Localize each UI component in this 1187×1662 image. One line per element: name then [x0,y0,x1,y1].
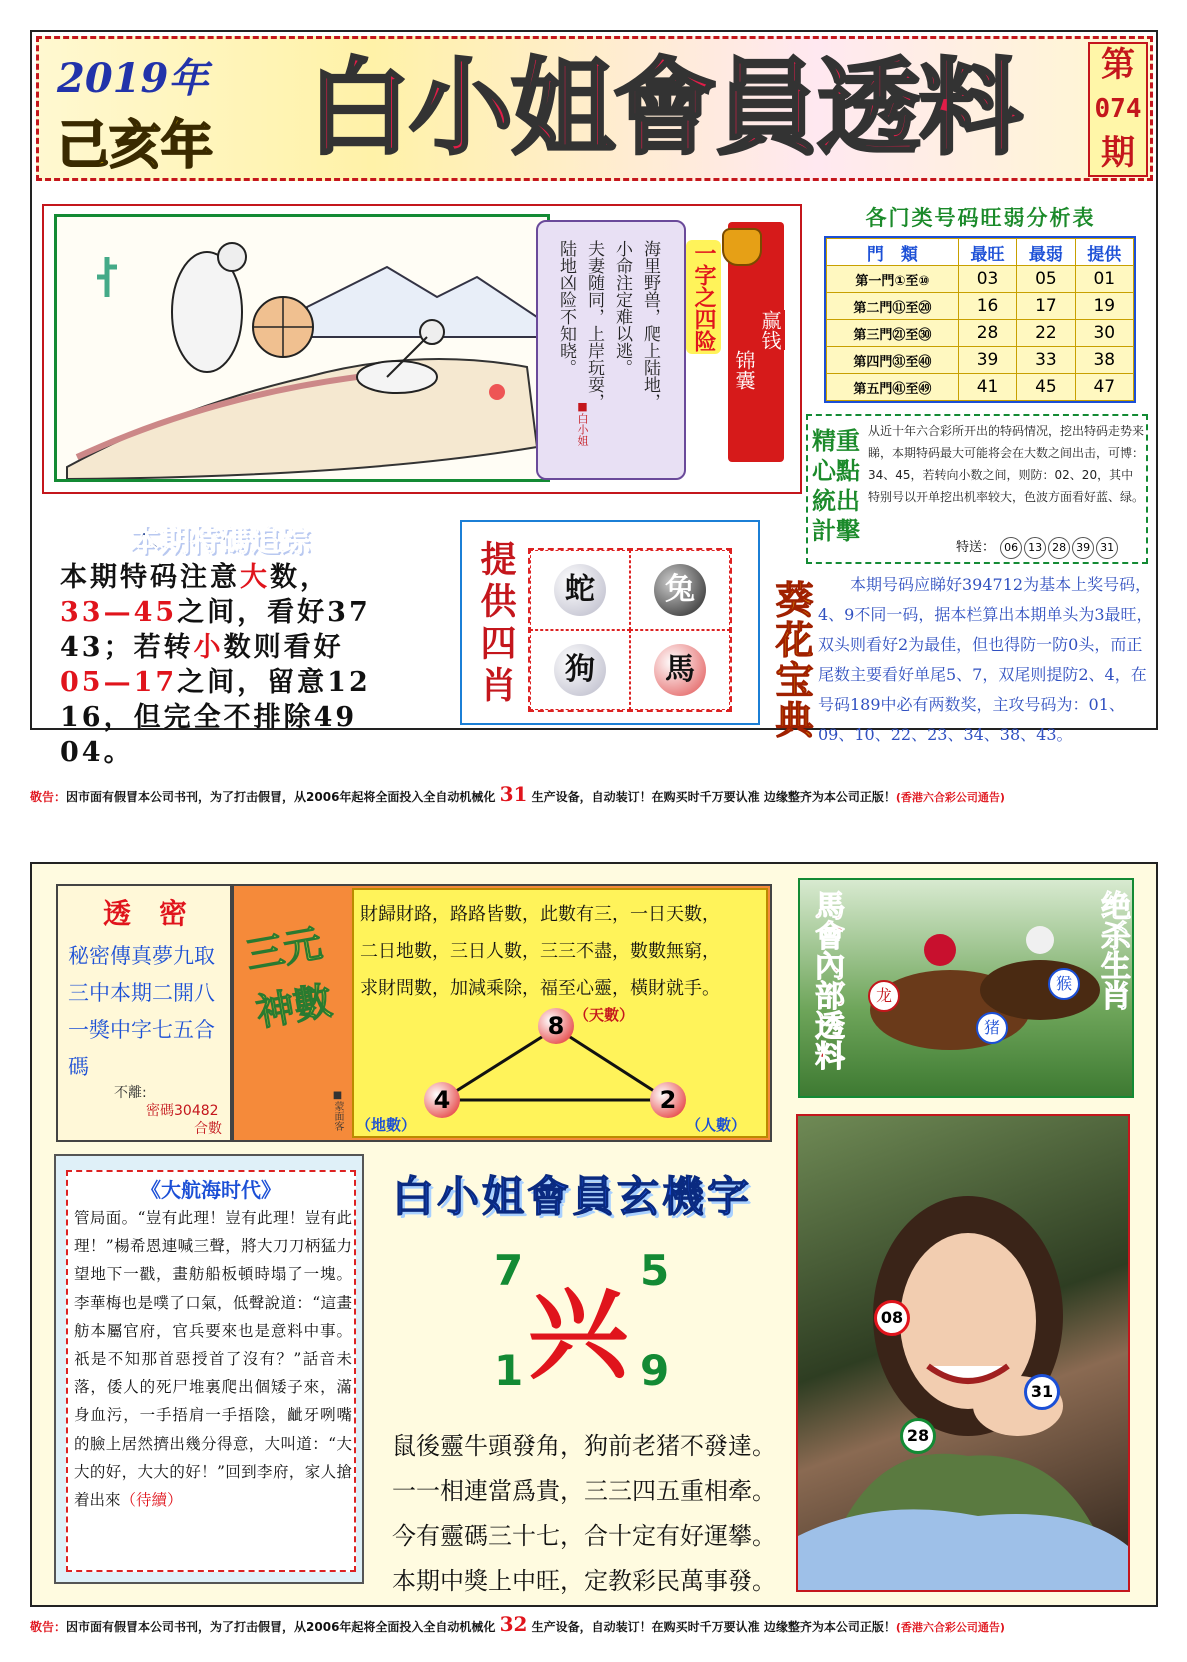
issue-suffix: 期 [1101,133,1135,173]
max-cell: 41 [958,374,1016,401]
tracking-range: 05—17 [60,667,178,698]
zodiac-cell [630,550,730,630]
photo-ball: 08 [874,1300,910,1336]
sky-number: 8 [538,1008,574,1044]
number-top-right: 5 [640,1246,670,1295]
banner-tag-bag: 锦囊 [732,350,756,390]
door-cell: 第五門㊶至㊾ [827,374,959,401]
issue-number: 074 [1094,94,1142,124]
banner-tag-win: 赢钱 [756,310,785,350]
warning-text: 因市面有假冒本公司书刊，为了打击假冒，从2006年起将全面投入全自动机械化 [66,790,496,804]
human-number: 2 [650,1082,686,1118]
zodiac-dog: 狗 [554,644,606,696]
earth-label: （地數） [356,1116,417,1134]
model-photo [796,1114,1130,1592]
warning-notice [30,1612,1158,1636]
tracking-text: 数， [270,562,330,593]
photo-ball: 31 [1024,1374,1060,1410]
number-bottom-right: 9 [640,1346,670,1395]
tracking-highlight: 小 [193,632,224,663]
sanyuan-label: 三元神數 [242,921,336,1035]
horse-racing-photo [798,878,1134,1098]
precise-label: 精重心點統出計擊 [812,427,860,545]
zodiac-rabbit: 兔 [654,564,706,616]
give-cell: 19 [1075,293,1133,320]
number-bottom-left: 1 [494,1346,524,1395]
zodiac-grid [528,548,732,712]
give-cell: 01 [1075,266,1133,293]
story-title: 《大航海时代》 [141,1178,281,1202]
tracking-text: 16，但完全不排除49 [60,702,358,733]
issue-prefix: 第 [1101,45,1135,85]
header-min: 最弱 [1017,239,1075,266]
tracking-highlight: 大 [240,562,270,593]
warning-prefix: 敬告： [30,1620,67,1634]
secret-note-2: 密碼30482 [146,1103,219,1119]
tracking-text: 04。 [60,737,134,768]
header-door: 門 類 [827,239,959,266]
table-row [827,266,1134,293]
horse-tag: 猪 [976,1012,1008,1044]
table-row [827,320,1134,347]
horse-tag: 猴 [1048,968,1080,1000]
tracking-title: 本期特碼追踪 [130,524,310,559]
max-cell: 03 [958,266,1016,293]
header [36,36,1153,181]
min-cell: 22 [1017,320,1075,347]
zodiac-horse: 馬 [654,644,706,696]
scroll-line: 小命注定难以逃。 [612,240,632,376]
story-text [74,1204,352,1514]
horse-right-label: 绝杀生肖 [1095,890,1130,1010]
zodiac-snake: 蛇 [554,564,606,616]
zodiac-cell [530,630,630,710]
special-numbers [956,536,1119,559]
tracking-text: 之间，留意12 [177,667,371,698]
analysis-title: 各门类号码旺弱分析表 [865,206,1096,230]
xuanji-title: 白小姐會員玄機字 [392,1172,753,1221]
page-number: 32 [499,1612,528,1636]
secret-lines [68,938,228,1086]
scroll-signature: ■白小姐 [576,400,589,446]
sunflower-label: 葵花宝典 [769,580,813,740]
special-ball: 28 [1048,537,1070,559]
money-bag-icon [722,228,762,266]
mystery-character: 兴 [528,1276,628,1393]
four-zodiac-label: 提供四肖 [475,540,516,708]
warning-tail: (香港六合彩公司通告) [895,791,1005,804]
warning-prefix: 敬告： [30,790,67,804]
max-cell: 39 [958,347,1016,374]
warning-notice [30,782,1158,806]
sanyuan-poem [360,896,766,1007]
secret-line: 碼 [68,1055,89,1079]
door-cell: 第二門⑪至⑳ [827,293,959,320]
tracking-range: 33—45 [60,597,178,628]
poem-line: 鼠後靈牛頭發角，狗前老猪不發達。 [392,1432,776,1460]
max-cell: 16 [958,293,1016,320]
number-top-left: 7 [494,1246,524,1295]
tracking-text: 本期特码注意 [60,562,240,593]
analysis-table-wrap [824,236,1136,403]
poem-line: 財歸財路，路路皆數，此數有三，一日天數， [360,904,720,925]
min-cell: 05 [1017,266,1075,293]
analysis-table [826,238,1134,401]
scroll-line: 夫妻随同，上岸玩耍， [584,240,604,410]
warning-text: 生产设备，自动装订！在购买时千万要认准 边缘整齐为本公司正版！ [531,790,896,804]
tracking-body [60,560,450,770]
warning-text: 生产设备，自动装订！在购买时千万要认准 边缘整齐为本公司正版！ [531,1620,896,1634]
tracking-text: 数则看好 [223,632,344,663]
header-max: 最旺 [958,239,1016,266]
secret-note-1: 不離: [114,1085,147,1101]
door-cell: 第一門①至⑩ [827,266,959,293]
min-cell: 33 [1017,347,1075,374]
scroll-poem [552,240,664,450]
special-ball: 39 [1072,537,1094,559]
min-cell: 45 [1017,374,1075,401]
masthead-title: 白小姐會員透料 [307,47,1022,169]
scroll-line: 海里野兽，爬上陆地， [640,240,660,410]
story-body: 管局面。“豈有此理！豈有此理！豈有此理！”楊希恩連喊三聲，將大刀刀柄猛力望地下一戳，畫舫船板頓時塌了一塊。李華梅也是噗了口氣，低聲說道：“這畫舫本屬官府，官兵要來也是意料中事。祇是不知那首惡授首了沒有？”話音未落，倭人的死尸堆裏爬出個矮子來，滿身血污，一手捂肩一手捂陰，齜牙咧嘴的臉上居然擠出幾分得意，大叫道：“大大的好，大大的好！”回到李府，家人搶着出來 [74,1209,352,1510]
special-ball: 13 [1024,537,1046,559]
sanyuan-mark: ■蒙面客 [332,1090,343,1131]
warning-tail: (香港六合彩公司通告) [895,1621,1005,1634]
zodiac-cell [630,630,730,710]
horse-tag: 龙 [868,980,900,1012]
header-give: 提供 [1075,239,1133,266]
earth-number: 4 [424,1082,460,1118]
horse-left-label: 馬會內部透料 [809,890,844,1070]
table-row [827,293,1134,320]
scroll-badge: 一字之四险 [686,240,721,354]
poem-line: 本期中獎上中旺，定教彩民萬事發。 [392,1567,776,1595]
poem-line: 二日地數，三日人數，三三不盡，數數無窮， [360,941,720,962]
max-cell: 28 [958,320,1016,347]
ganzhi: 己亥年 [57,115,214,176]
issue-box [1088,42,1148,177]
give-cell: 30 [1075,320,1133,347]
secret-title: 透 密 [102,897,187,930]
sunflower-text: 本期号码应睇好394712为基本上奖号码，4、9不同一码，据本栏算出本期单头为3最旺，双头则看好2为最佳，但也得防一防0头，而正尾数主要看好单尾5、7，双尾则提防2、4，在号码189中必有两数奖，主攻号码为：01、09、10、22、23、34、38、43。 [818,575,1153,744]
give-cell: 47 [1075,374,1133,401]
door-cell: 第三門㉑至㉚ [827,320,959,347]
special-ball: 31 [1096,537,1118,559]
page-number: 31 [499,782,528,806]
min-cell: 17 [1017,293,1075,320]
secret-line: 一獎中字七五合 [68,1018,215,1042]
special-label: 特送： [956,540,996,555]
poem-line: 求財問數，加減乘除，福至心靈，橫財就手。 [360,978,720,999]
zodiac-cell [530,550,630,630]
secret-note-3: 合數 [194,1121,222,1137]
scroll-line: 陆地凶险不知晓。 [556,240,576,376]
poem-line: 今有靈碼三十七，合十定有好運攀。 [392,1522,776,1550]
give-cell: 38 [1075,347,1133,374]
precise-text: 从近十年六合彩所开出的特码情况，挖出特码走势来睇，本期特码最大可能将会在大数之间出击，可博：34、45，若转向小数之间，则防：02、20，其中特别号以开单挖出机率较大，色波方面看好蓝、绿。 [868,424,1145,504]
tracking-text: 之间，看好37 [177,597,371,628]
door-cell: 第四門㉛至㊵ [827,347,959,374]
special-ball: 06 [1000,537,1022,559]
tracking-text: 43；若转 [60,632,194,663]
table-row [827,374,1134,401]
warning-text: 因市面有假冒本公司书刊，为了打击假冒，从2006年起将全面投入全自动机械化 [66,1620,496,1634]
year: 2019年 [57,55,209,102]
poem-line: 一一相連當爲貴，三三四五重相牽。 [392,1477,776,1505]
seal-illustration [54,214,550,482]
human-label: （人數） [686,1116,747,1134]
sky-label: （天數） [574,1006,635,1024]
secret-line: 三中本期二開八 [68,981,215,1005]
secret-line: 秘密傳真夢九取 [68,944,215,968]
xuanji-poem [392,1424,792,1604]
story-continued: （待續） [120,1491,183,1510]
photo-ball: 28 [900,1418,936,1454]
table-row [827,347,1134,374]
